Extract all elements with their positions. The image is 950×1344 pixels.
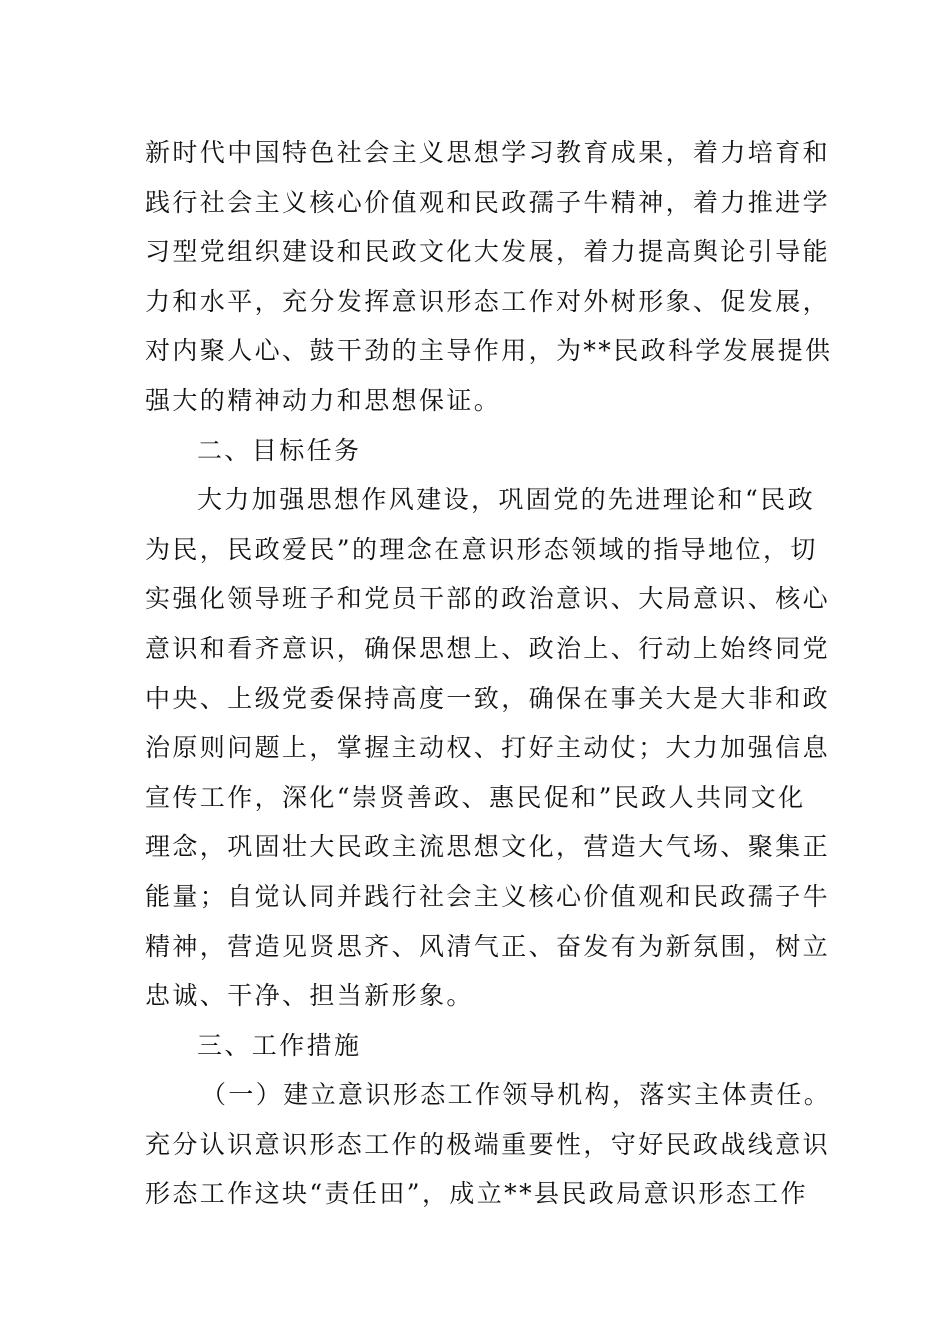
text-line: 力和水平，充分发挥意识形态工作对外树形象、促发展， [145, 286, 831, 316]
text-line: 忠诚、干净、担当新形象。 [145, 981, 474, 1011]
text-line: 精神，营造见贤思齐、风清气正、奋发有为新氛围，树立 [145, 931, 831, 961]
section-heading-measures: 三、工作措施 [197, 1030, 362, 1060]
text-line: 能量；自觉认同并践行社会主义核心价值观和民政孺子牛 [145, 881, 831, 911]
text-line: 践行社会主义核心价值观和民政孺子牛精神，着力推进学 [145, 187, 831, 217]
text-line: 形态工作这块“责任田”，成立**县民政局意识形态工作 [145, 1179, 808, 1209]
text-line: 治原则问题上，掌握主动权、打好主动仗；大力加强信息 [145, 733, 831, 763]
text-line: 为民，民政爱民”的理念在意识形态领域的指导地位，切 [145, 534, 818, 564]
text-line: 中央、上级党委保持高度一致，确保在事关大是大非和政 [145, 683, 831, 713]
text-line: 习型党组织建设和民政文化大发展，着力提高舆论引导能 [145, 237, 831, 267]
text-line: 实强化领导班子和党员干部的政治意识、大局意识、核心 [145, 584, 831, 614]
text-line: 强大的精神动力和思想保证。 [145, 385, 502, 415]
text-line: 理念，巩固壮大民政主流思想文化，营造大气场、聚集正 [145, 832, 831, 862]
measures-paragraph [145, 1070, 832, 1219]
text-line: 对内聚人心、鼓干劲的主导作用，为**民政科学发展提供 [145, 336, 833, 366]
text-line: 意识和看齐意识，确保思想上、政治上、行动上始终同党 [145, 633, 831, 663]
intro-paragraph [145, 128, 833, 426]
section-heading-goals: 二、目标任务 [197, 435, 362, 465]
text-line: 宣传工作，深化“崇贤善政、惠民促和”民政人共同文化 [145, 782, 806, 812]
text-line: 充分认识意识形态工作的极端重要性，守好民政战线意识 [145, 1129, 831, 1159]
document-page [145, 128, 833, 1219]
text-line: 新时代中国特色社会主义思想学习教育成果，着力培育和 [145, 138, 831, 167]
text-line: 大力加强思想作风建设，巩固党的先进理论和“民政 [197, 485, 815, 515]
goals-paragraph [145, 475, 831, 1021]
subsection-title: （一）建立意识形态工作领导机构，落实主体责任。 [201, 1080, 832, 1110]
